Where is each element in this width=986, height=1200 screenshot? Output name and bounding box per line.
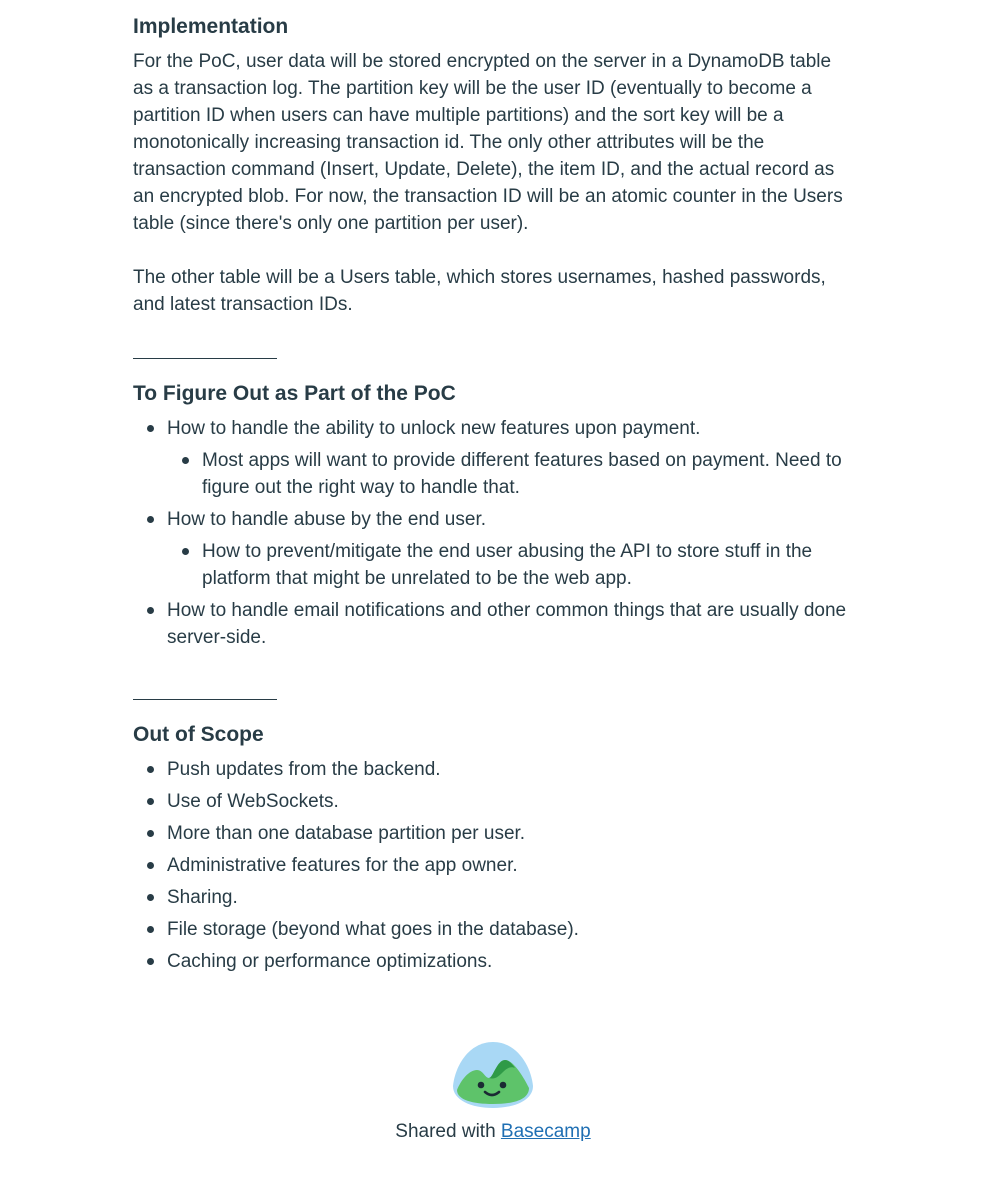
implementation-paragraph: For the PoC, user data will be stored encrypted on the server in a DynamoDB table as a transaction log. The partition key will be the user ID (eventually to become a partition ID when users can have multiple partitions) and the sort key will be a monotonically increasing transaction id. The only other attributes will be the transaction command (Insert, Update, Delete), the item ID, and the actual record as an encrypted blob. For now, the transaction ID will be an atomic counter in the Users table (since there's only one partition per user). (133, 51, 843, 234)
out-of-scope-list (133, 756, 853, 975)
list-item (133, 506, 853, 592)
list-item (133, 916, 853, 943)
shared-with-text (0, 1118, 986, 1145)
bullet-icon (147, 798, 154, 805)
section-divider (133, 358, 277, 359)
list-item (133, 597, 853, 651)
list-item-text: More than one database partition per user. (167, 823, 526, 844)
bullet-icon (147, 830, 154, 837)
sub-list (167, 447, 853, 501)
list-item (133, 852, 853, 879)
list-item-text: Caching or performance optimizations. (167, 951, 493, 972)
sub-list-item-text: Most apps will want to provide different features based on payment. Need to figure out the right way to handle that. (202, 450, 842, 498)
bullet-icon (147, 862, 154, 869)
list-item-text: How to handle email notifications and other common things that are usually done server-side. (167, 600, 847, 648)
list-item-text: How to handle the ability to unlock new features upon payment. (167, 418, 701, 439)
list-item-text: Push updates from the backend. (167, 759, 441, 780)
document-body (133, 12, 853, 980)
implementation-heading: Implementation (133, 15, 289, 38)
bullet-icon (147, 516, 154, 523)
list-item (133, 820, 853, 847)
out-of-scope-heading: Out of Scope (133, 723, 264, 746)
list-item-text: How to handle abuse by the end user. (167, 509, 487, 530)
figure-out-list (133, 415, 853, 651)
list-item (133, 756, 853, 783)
list-item (133, 884, 853, 911)
bullet-icon (182, 457, 189, 464)
bullet-icon (147, 926, 154, 933)
bullet-icon (147, 607, 154, 614)
bullet-icon (147, 766, 154, 773)
sub-list-item-text: How to prevent/mitigate the end user abusing the API to store stuff in the platform that might be unrelated to be the web app. (202, 541, 813, 589)
figure-out-heading: To Figure Out as Part of the PoC (133, 382, 456, 405)
out-of-scope-section (133, 720, 853, 975)
bullet-icon (147, 425, 154, 432)
sub-list (167, 538, 853, 592)
implementation-paragraph: The other table will be a Users table, which stores usernames, hashed passwords, and latest transaction IDs. (133, 267, 826, 315)
list-item (133, 788, 853, 815)
list-item-text: Use of WebSockets. (167, 791, 339, 812)
list-item-text: Sharing. (167, 887, 238, 908)
footer (0, 1040, 986, 1145)
list-item (133, 415, 853, 501)
sub-list-item (167, 538, 853, 592)
figure-out-section (133, 379, 853, 651)
shared-prefix: Shared with (395, 1121, 501, 1142)
bullet-icon (182, 548, 189, 555)
list-item-text: File storage (beyond what goes in the database). (167, 919, 579, 940)
list-item-text: Administrative features for the app owner. (167, 855, 518, 876)
basecamp-logo-icon[interactable] (451, 1040, 535, 1110)
implementation-section (133, 12, 853, 318)
bullet-icon (147, 894, 154, 901)
basecamp-link[interactable]: Basecamp (500, 1121, 591, 1142)
section-divider (133, 699, 277, 700)
bullet-icon (147, 958, 154, 965)
sub-list-item (167, 447, 853, 501)
list-item (133, 948, 853, 975)
